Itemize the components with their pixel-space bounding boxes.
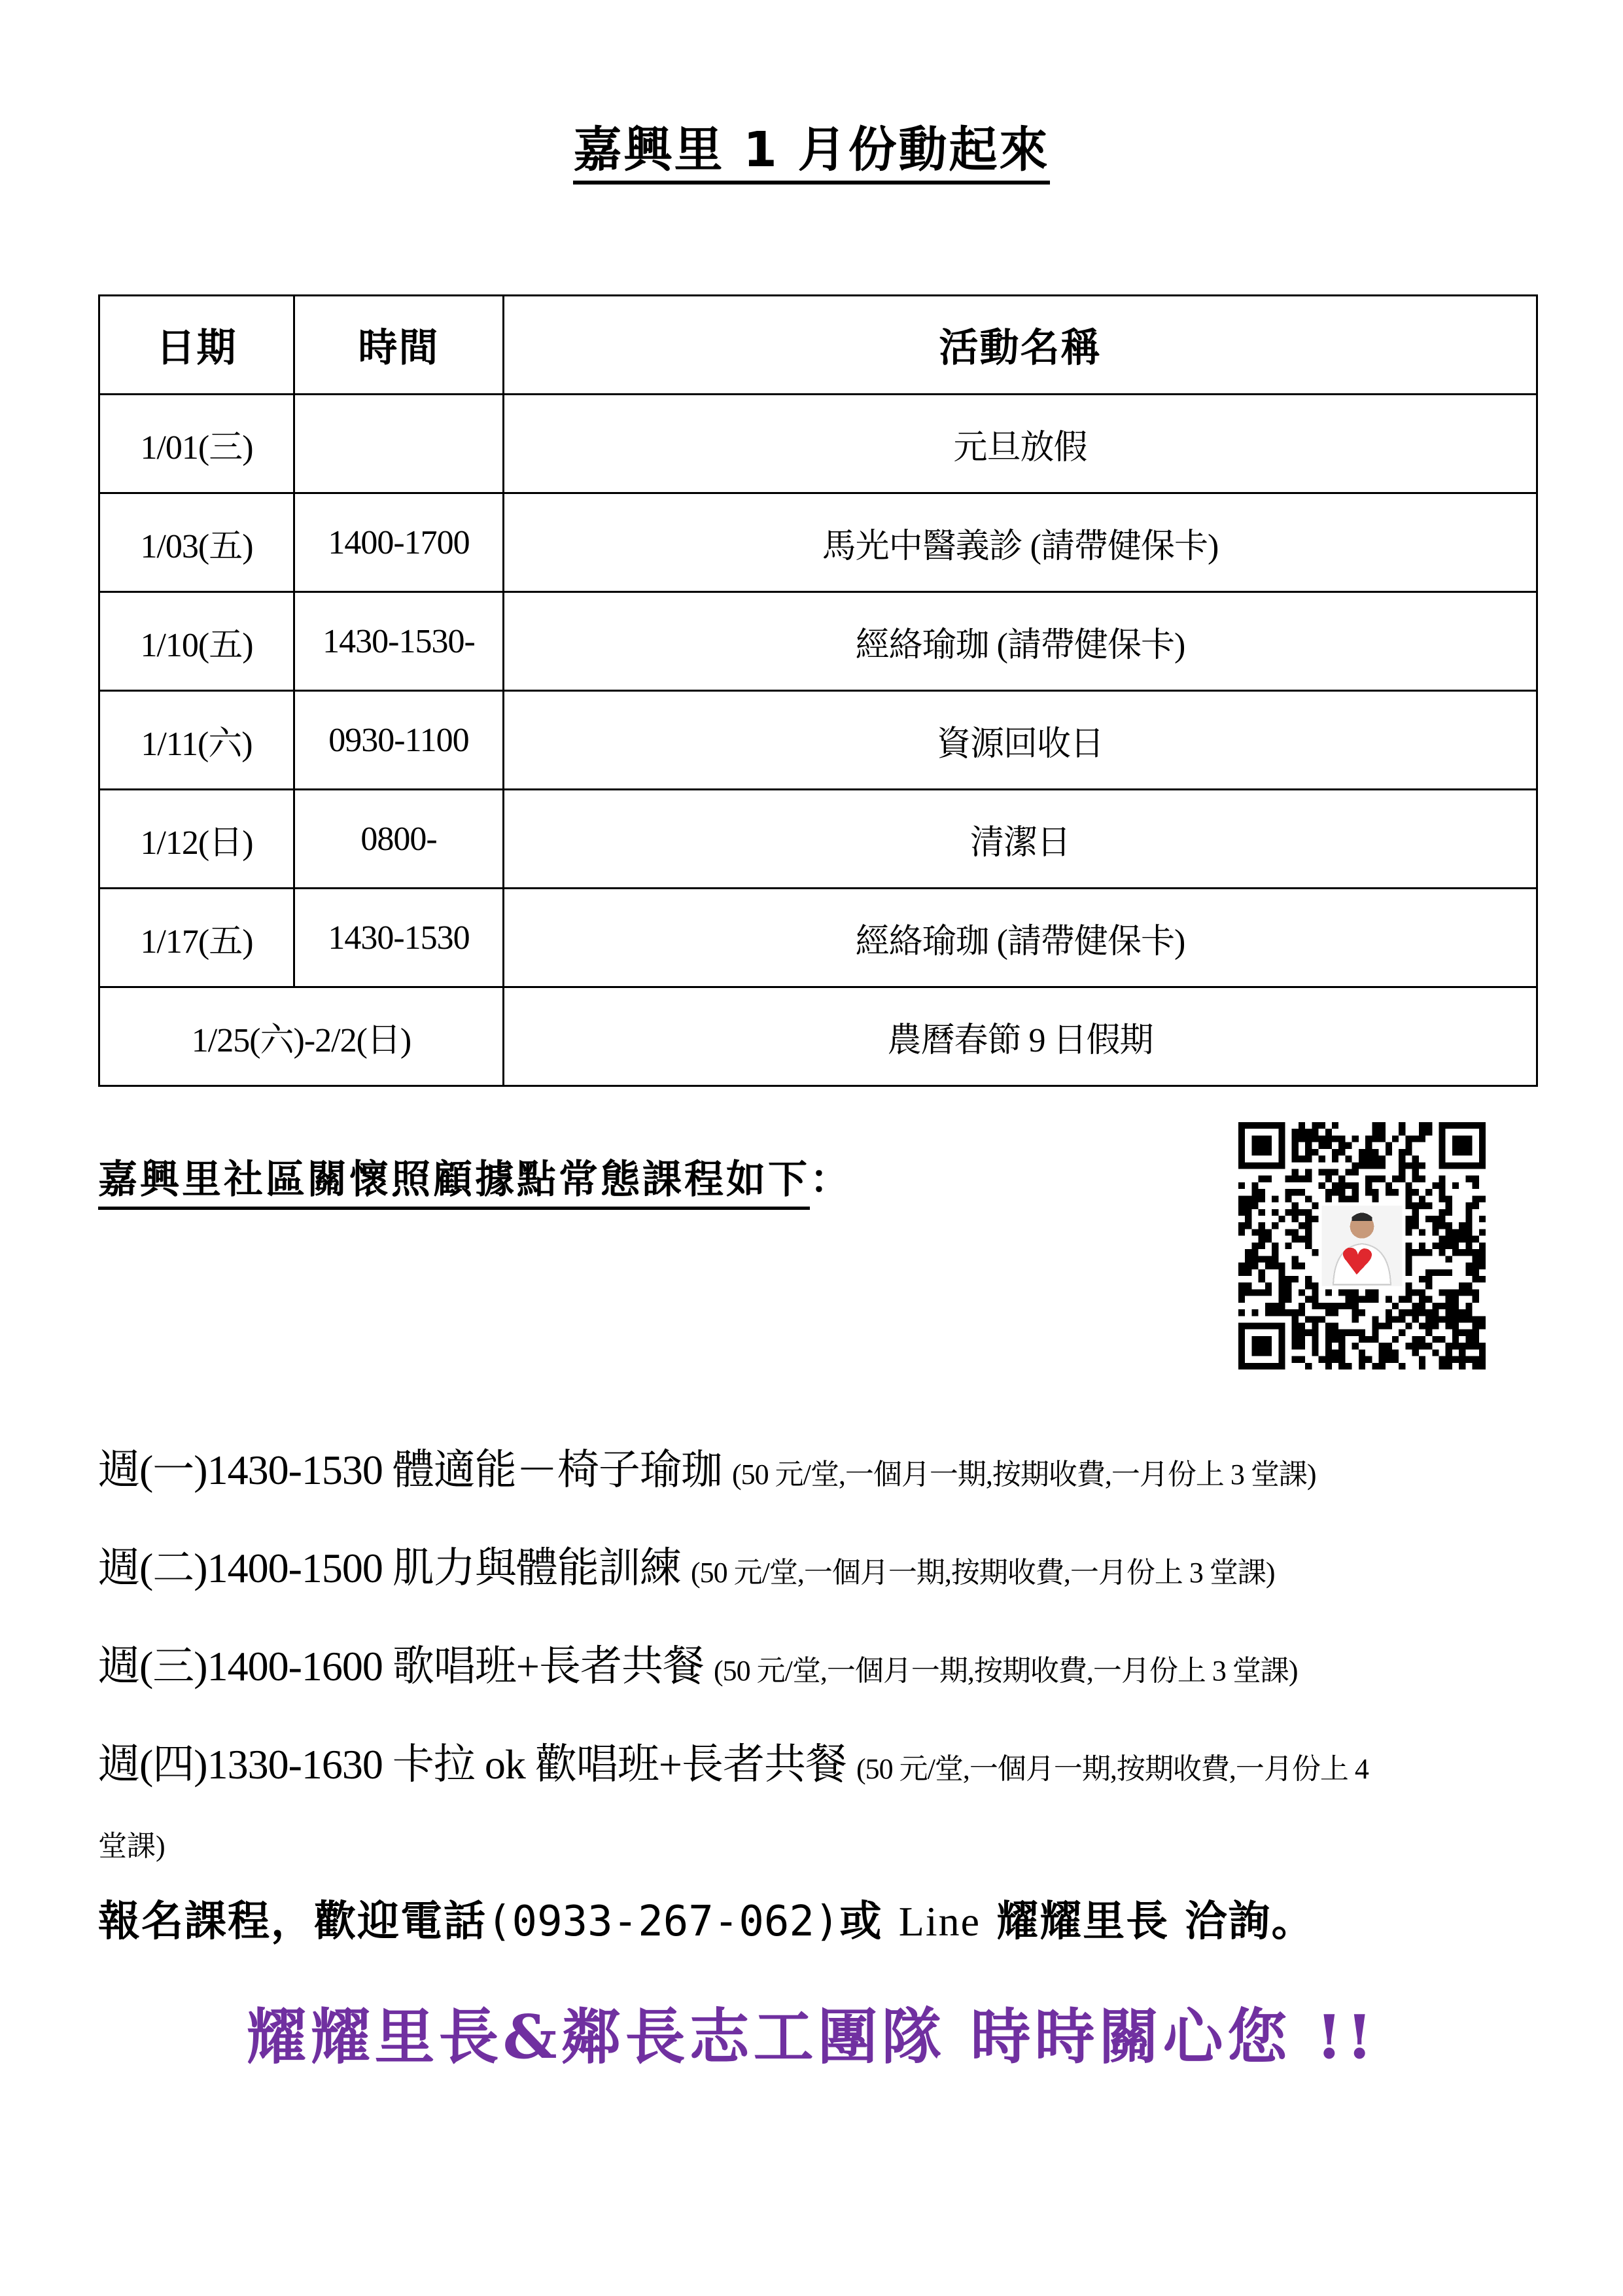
course-line: 週(三)1400-1600 歌唱班+長者共餐 (50 元/堂,一個月一期,按期收費,一月份上 3 堂課) <box>98 1643 1298 1689</box>
table-row <box>99 395 1537 493</box>
phone-number: (0933-267-062) <box>487 1898 840 1946</box>
header-date: 日期 <box>99 296 294 395</box>
cell-activity: 經絡瑜珈 (請帶健保卡) <box>504 889 1537 987</box>
page-title: 嘉興里 1 月份動起來 <box>0 111 1623 181</box>
cell-time: 1400-1700 <box>294 493 504 592</box>
slogan: 耀耀里長&鄰長志工團隊 時時關心您 !! <box>246 2002 1377 2072</box>
course-line: 週(一)1430-1530 體適能－椅子瑜珈 (50 元/堂,一個月一期,按期收費,一月份上 3 堂課) <box>98 1447 1316 1493</box>
course-line: 週(二)1400-1500 肌力與體能訓練 (50 元/堂,一個月一期,按期收費,一月份上 3 堂課) <box>98 1545 1275 1591</box>
cell-activity: 農曆春節 9 日假期 <box>504 987 1537 1086</box>
table-row <box>99 987 1537 1086</box>
cell-activity: 清潔日 <box>504 790 1537 889</box>
cell-time: 1430-1530- <box>294 592 504 691</box>
courses-heading: 嘉興里社區關懷照顧據點常態課程如下： <box>98 1148 852 1205</box>
cell-date: 1/11(六) <box>99 691 294 790</box>
header-time: 時間 <box>294 296 504 395</box>
cell-activity: 資源回收日 <box>504 691 1537 790</box>
table-header-row <box>99 296 1537 395</box>
qr-code-icon[interactable] <box>1238 1122 1486 1369</box>
cell-date: 1/10(五) <box>99 592 294 691</box>
table-row <box>99 691 1537 790</box>
cell-time <box>294 395 504 493</box>
avatar-icon <box>1319 1203 1406 1290</box>
cell-activity: 經絡瑜珈 (請帶健保卡) <box>504 592 1537 691</box>
cell-date-range: 1/25(六)-2/2(日) <box>99 987 504 1086</box>
contact-line: 報名課程，歡迎電話(0933-267-062)或 Line 耀耀里長 洽詢。 <box>98 1897 1315 1946</box>
table-row <box>99 790 1537 889</box>
table-row <box>99 493 1537 592</box>
cell-date: 1/01(三) <box>99 395 294 493</box>
cell-date: 1/03(五) <box>99 493 294 592</box>
cell-date: 1/17(五) <box>99 889 294 987</box>
cell-activity: 馬光中醫義診 (請帶健保卡) <box>504 493 1537 592</box>
cell-time: 0800- <box>294 790 504 889</box>
cell-date: 1/12(日) <box>99 790 294 889</box>
cell-time: 0930-1100 <box>294 691 504 790</box>
course-note-wrap: 堂課) <box>98 1830 166 1862</box>
schedule-table <box>98 294 1538 1087</box>
cell-activity: 元旦放假 <box>504 395 1537 493</box>
cell-time: 1430-1530 <box>294 889 504 987</box>
header-activity: 活動名稱 <box>504 296 1537 395</box>
course-line: 週(四)1330-1630 卡拉 ok 歡唱班+長者共餐 (50 元/堂,一個月一期,按期收費,一月份上 4 <box>98 1741 1369 1788</box>
table-row <box>99 889 1537 987</box>
table-row <box>99 592 1537 691</box>
